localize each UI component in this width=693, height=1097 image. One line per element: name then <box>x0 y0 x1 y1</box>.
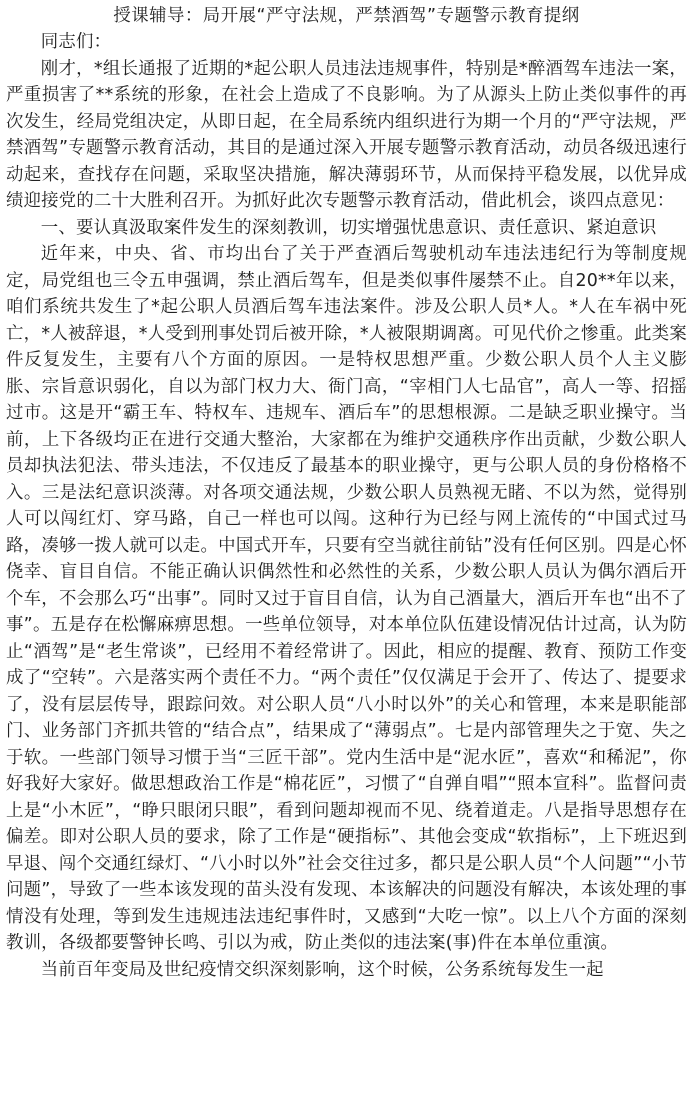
document-title: 授课辅导：局开展“严守法规，严禁酒驾”专题警示教育提纲 <box>113 6 580 26</box>
paragraph-continuation: 当前百年变局及世纪疫情交织深刻影响，这个时候，公务系统每发生一起 <box>40 959 604 980</box>
salutation: 同志们： <box>40 32 112 52</box>
paragraph-opening: 刚才，*组长通报了近期的*起公职人员违法违规事件，特别是*醉酒驾车违法一案，严重损害了**系统的形象，在社会上造成了不良影响。为了从源头上防止类似事件的再次发生，经局党组决定，从即日起，在全局系统内组织进行为期一个月的“严守法规，严禁酒驾”专题警示教育活动，其目的是通过深入开展专题警示教育活动，动员各级迅速行动起来，查找存在问题，采取坚决措施，解决薄弱环节，从而保持平稳发展，以优异成绩迎接党的二十大胜利召开。为抓好此次专题警示教育活动，借此机会，谈四点意见： <box>6 58 687 211</box>
section-heading-1: 一、要认真汲取案件发生的深刻教训，切实增强忧患意识、责任意识、紧迫意识 <box>40 217 657 238</box>
paragraph-causes: 近年来，中央、省、市均出台了关于严查酒后驾驶机动车违法违纪行为等制度规定，局党组也三令五申强调，禁止酒后驾车，但是类似事件屡禁不止。自20**年以来，咱们系统共发生了*起公职人员酒后驾车违法案件。涉及公职人员*人。*人在车祸中死亡，*人被辞退，*人受到刑事处罚后被开除，*人被限期调离。可见代价之惨重。此类案件反复发生，主要有八个方面的原因。一是特权思想严重。少数公职人员个人主义膨胀、宗旨意识弱化，自以为部门权力大、衙门高，“宰相门人七品官”，高人一等、招摇过市。这是开“霸王车、特权车、违规车、酒后车”的思想根源。二是缺乏职业操守。当前，上下各级均正在进行交通大整治，大家都在为维护交通秩序作出贡献，少数公职人员却执法犯法、带头违法，不仅违反了最基本的职业操守，更与公职人员的身份格格不入。三是法纪意识淡薄。对各项交通法规，少数公职人员熟视无睹、不以为然，觉得别人可以闯红灯、穿马路，自己一样也可以闯。这种行为已经与网上流传的“中国式过马路，凑够一拨人就可以走。中国式开车，只要有空当就往前钻”没有任何区别。四是心怀侥幸、盲目自信。不能正确认识偶然性和必然性的关系，少数公职人员认为偶尔酒后开个车，不会那么巧“出事”。同时又过于盲目自信，认为自己酒量大，酒后开车也“出不了事”。五是存在松懈麻痹思想。一些单位领导，对本单位队伍建设情况估计过高，认为防止“酒驾”是“老生常谈”，已经用不着经常讲了。因此，相应的提醒、教育、预防工作变成了“空转”。六是落实两个责任不力。“两个责任”仅仅满足于会开了、传达了、提要求了，没有层层传导，跟踪问效。对公职人员“八小时以外”的关心和管理，本来是职能部门、业务部门齐抓共管的“结合点”，结果成了“薄弱点”。七是内部管理失之于宽、失之于软。一些部门领导习惯于当“三匠干部”。党内生活中是“泥水匠”，喜欢“和稀泥”，你好我好大家好。做思想政治工作是“棉花匠”，习惯了“自弹自唱”“照本宣科”。监督问责上是“小木匠”，“睁只眼闭只眼”，看到问题却视而不见、绕着道走。八是指导思想存在偏差。即对公职人员的要求，除了工作是“硬指标”、其他会变成“软指标”，上下班迟到早退、闯个交通红绿灯、“八小时以外”社会交往过多，都只是公职人员“个人问题”“小节问题”，导致了一些本该发现的苗头没有发现、本该解决的问题没有解决，本该处理的事情没有处理，等到发生违规违法违纪事件时，又感到“大吃一惊”。以上八个方面的深刻教训，各级都要警钟长鸣、引以为戒，防止类似的违法案(事)件在本单位重演。 <box>6 244 687 953</box>
